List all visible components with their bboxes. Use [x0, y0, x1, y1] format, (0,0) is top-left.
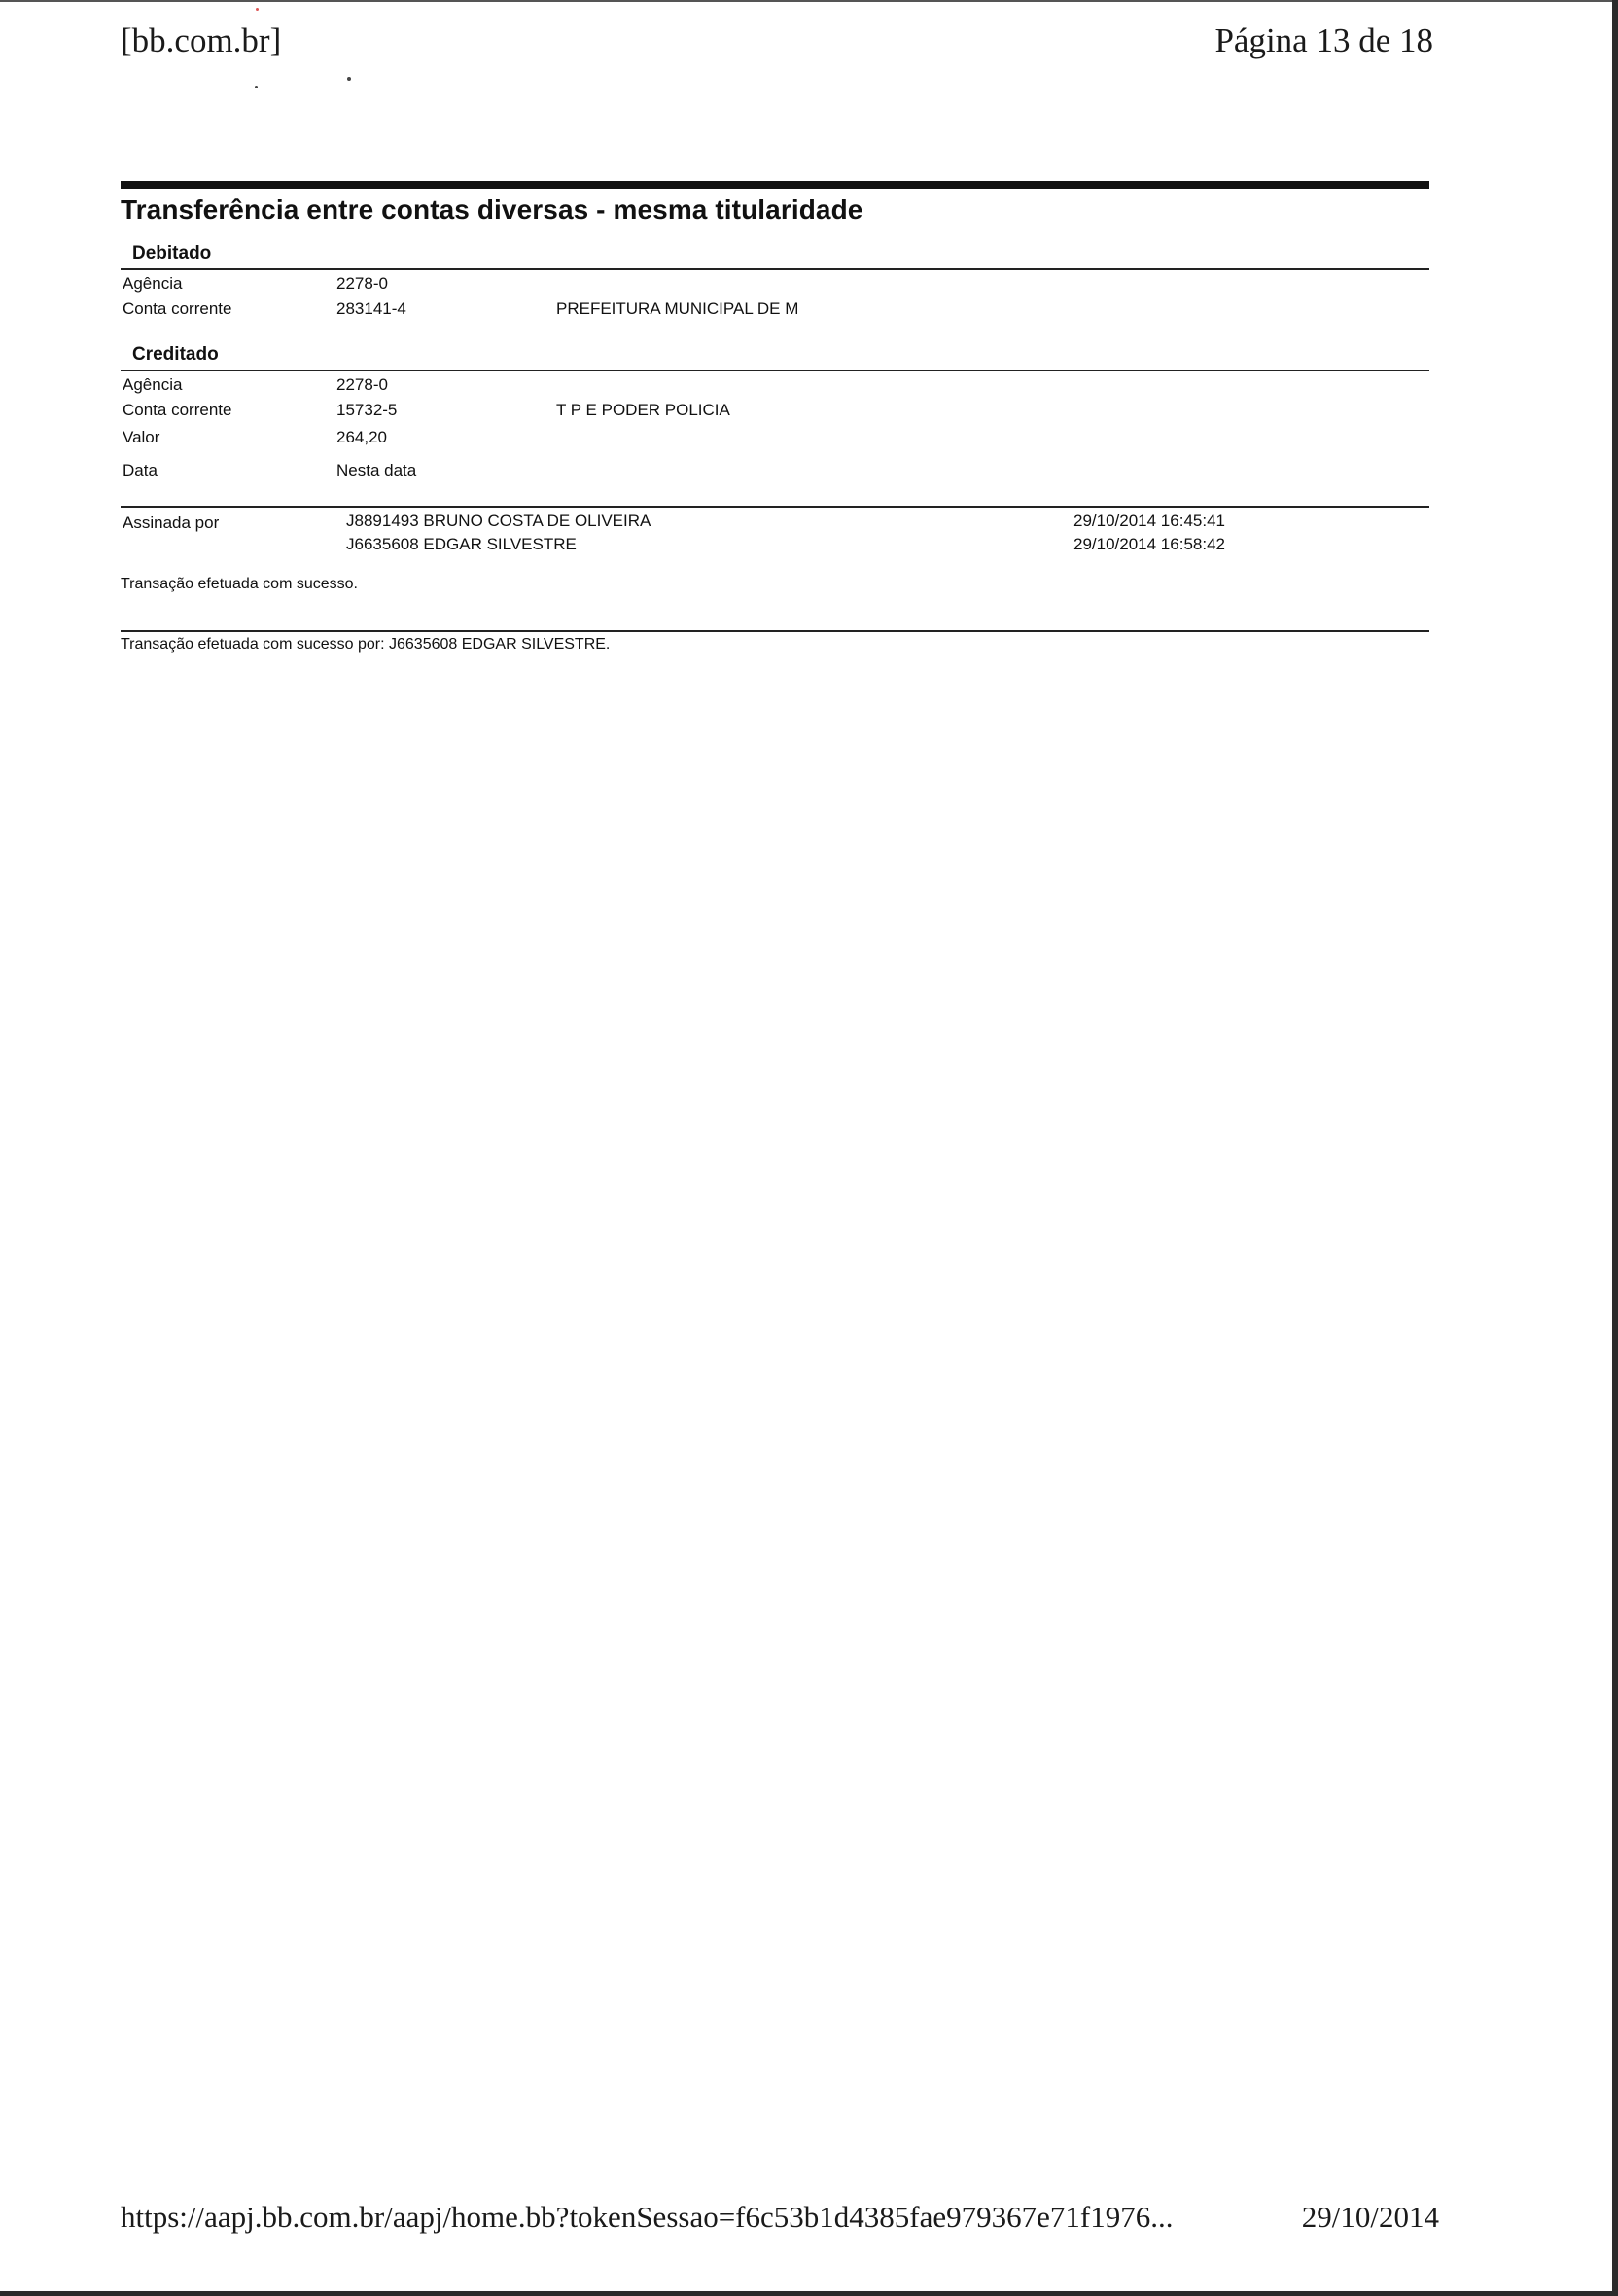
final-status-message: Transação efetuada com sucesso por: J6635608 EDGAR SILVESTRE. [121, 636, 611, 653]
page-top-edge [0, 0, 1618, 2]
creditado-heading: Creditado [132, 344, 219, 365]
conta-label: Conta corrente [123, 300, 232, 318]
conta-value: 283141-4 [336, 300, 406, 318]
creditado-conta-row [121, 401, 1429, 426]
header-page-indicator: Página 13 de 18 [1214, 21, 1433, 59]
creditado-rule [121, 370, 1429, 371]
signature-block [121, 508, 1429, 560]
page-right-edge [1612, 0, 1618, 2296]
agencia-value: 2278-0 [336, 375, 388, 394]
conta-label: Conta corrente [123, 401, 232, 419]
creditado-data-row [121, 457, 1429, 492]
signer-name: J6635608 EDGAR SILVESTRE [346, 535, 577, 553]
creditado-agencia-row [121, 375, 1429, 401]
agencia-value: 2278-0 [336, 274, 388, 293]
data-value: Nesta data [336, 461, 417, 479]
debitado-agencia-row [121, 274, 1429, 300]
assinada-label: Assinada por [123, 513, 220, 532]
footer-date: 29/10/2014 [1301, 2200, 1439, 2234]
transfer-receipt [121, 181, 1429, 653]
final-rule [121, 630, 1429, 632]
agencia-label: Agência [123, 375, 183, 394]
receipt-title: Transferência entre contas diversas - mesma titularidade [121, 194, 863, 225]
valor-label: Valor [123, 428, 160, 446]
scan-speck [347, 77, 351, 81]
page-bottom-edge [0, 2291, 1618, 2296]
conta-holder-name: T P E PODER POLICIA [556, 401, 730, 419]
debitado-conta-row [121, 300, 1429, 325]
debitado-heading: Debitado [132, 243, 212, 264]
signer-name: J8891493 BRUNO COSTA DE OLIVEIRA [346, 512, 651, 530]
data-label: Data [123, 461, 158, 479]
scan-speck [255, 86, 258, 88]
footer-url: https://aapj.bb.com.br/aapj/home.bb?tokenSessao=f6c53b1d4385fae979367e71f1976... [121, 2200, 1174, 2234]
conta-value: 15732-5 [336, 401, 398, 419]
scan-speck [256, 8, 259, 11]
valor-value: 264,20 [336, 428, 387, 446]
signer-timestamp: 29/10/2014 16:58:42 [1073, 535, 1225, 553]
status-message: Transação efetuada com sucesso. [121, 576, 358, 592]
conta-holder-name: PREFEITURA MUNICIPAL DE M [556, 300, 799, 318]
agencia-label: Agência [123, 274, 183, 293]
debitado-rule [121, 268, 1429, 270]
signer-timestamp: 29/10/2014 16:45:41 [1073, 512, 1225, 530]
title-rule [121, 181, 1429, 189]
header-site: [bb.com.br] [121, 21, 282, 59]
creditado-valor-row [121, 426, 1429, 457]
